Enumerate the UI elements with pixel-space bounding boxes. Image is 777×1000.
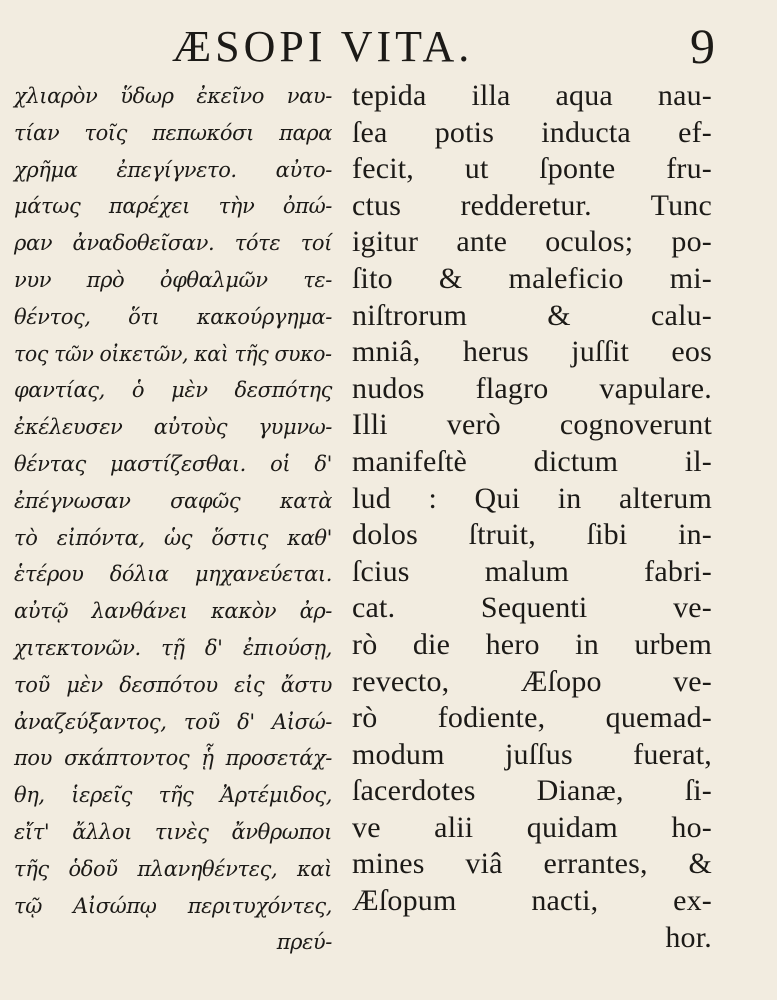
greek-line: μάτως παρέχει τὴν ὀπώ- (14, 194, 332, 219)
latin-catchword: hor. (665, 920, 712, 954)
latin-line: rò die hero in urbem (352, 627, 712, 661)
latin-line: mines viâ errantes, & (352, 847, 712, 881)
greek-line: φαντίας, ὁ μὲν δεσπότης (14, 378, 332, 403)
greek-line: θέντος, ὅτι κακούργημα- (14, 304, 332, 329)
latin-line: ſcius malum fabri- (352, 554, 712, 588)
latin-line: ve alii quidam ho- (352, 810, 712, 844)
latin-line: fecit, ut ſponte fru- (352, 152, 712, 186)
latin-line: modum juſſus fuerat, (352, 737, 712, 771)
page-number: 9 (690, 18, 715, 74)
greek-line: τίαν τοῖς πεπωκόσι παρα (14, 120, 332, 145)
latin-line: ſito & maleficio mi- (352, 261, 712, 295)
latin-line: igitur ante oculos; po- (352, 225, 712, 259)
greek-catchword: πρεύ- (276, 930, 332, 955)
latin-line: niſtrorum & calu- (352, 298, 712, 332)
greek-text-column (14, 78, 332, 961)
latin-line: ſacerdotes Dianæ, ſi- (352, 774, 712, 808)
latin-line: tepida illa aqua nau- (352, 79, 712, 112)
greek-line: θη, ἱερεῖς τῆς Ἀρτέμιδος, (14, 783, 332, 808)
greek-line: χρῆμα ἐπεγίγνετο. αὐτο- (14, 157, 332, 182)
latin-line: dolos ſtruit, ſibi in- (352, 518, 712, 552)
greek-line: αὐτῷ λανθάνει κακὸν ἀρ- (14, 599, 332, 624)
greek-line: νυν πρὸ ὀφθαλμῶν τε- (14, 267, 332, 292)
greek-line: ἑτέρου δόλια μηχανεύεται. (14, 562, 332, 587)
latin-text-column (352, 78, 712, 956)
greek-line: ἀναζεύξαντος, τοῦ δ' Αἰσώ- (14, 709, 332, 734)
greek-line: ἐπέγνωσαν σαφῶς κατὰ (14, 488, 332, 513)
latin-line: Illi verò cognoverunt (352, 408, 712, 442)
greek-line: ἐκέλευσεν αὐτοὺς γυμνω- (14, 415, 332, 440)
greek-line: εἴτ' ἄλλοι τινὲς ἄνθρωποι (14, 819, 332, 844)
latin-line: ſea potis inducta ef- (352, 115, 712, 149)
greek-line: χλιαρὸν ὕδωρ ἐκεῖνο ναυ- (14, 84, 332, 108)
latin-line: manifeſtè dictum il- (352, 444, 712, 478)
greek-line: τος τῶν οἰκετῶν, καὶ τῆς συκο- (14, 341, 332, 366)
latin-line: rò fodiente, quemad- (352, 701, 712, 735)
page-header (0, 6, 777, 76)
greek-line: θέντας μαστίζεσθαι. οἱ δ' (14, 451, 332, 476)
greek-line: τῷ Αἰσώπῳ περιτυχόντες, (14, 893, 332, 918)
latin-line: nudos flagro vapulare. (352, 371, 712, 405)
greek-line: χιτεκτονῶν. τῇ δ' ἐπιούσῃ, (14, 635, 332, 660)
greek-line: ραν ἀναδοθεῖσαν. τότε τοί (14, 231, 332, 256)
latin-line: cat. Sequenti ve- (352, 591, 712, 625)
latin-line: revecto, Æſopo ve- (352, 664, 712, 698)
greek-line: τῆς ὁδοῦ πλανηθέντες, καὶ (14, 856, 332, 881)
latin-line: lud : Qui in alterum (352, 481, 712, 515)
latin-line: mniâ, herus juſſit eos (352, 335, 712, 369)
greek-line: που σκάπτοντος ᾗ προσετάχ- (14, 746, 332, 771)
latin-line: ctus redderetur. Tunc (352, 188, 712, 222)
running-title: ÆSOPI VITA. (172, 22, 474, 71)
greek-line: τοῦ μὲν δεσπότου εἰς ἄστυ (14, 672, 332, 697)
latin-line: Æſopum nacti, ex- (352, 884, 712, 918)
greek-line: τὸ εἰπόντα, ὡς ὅστις καθ' (14, 525, 332, 550)
